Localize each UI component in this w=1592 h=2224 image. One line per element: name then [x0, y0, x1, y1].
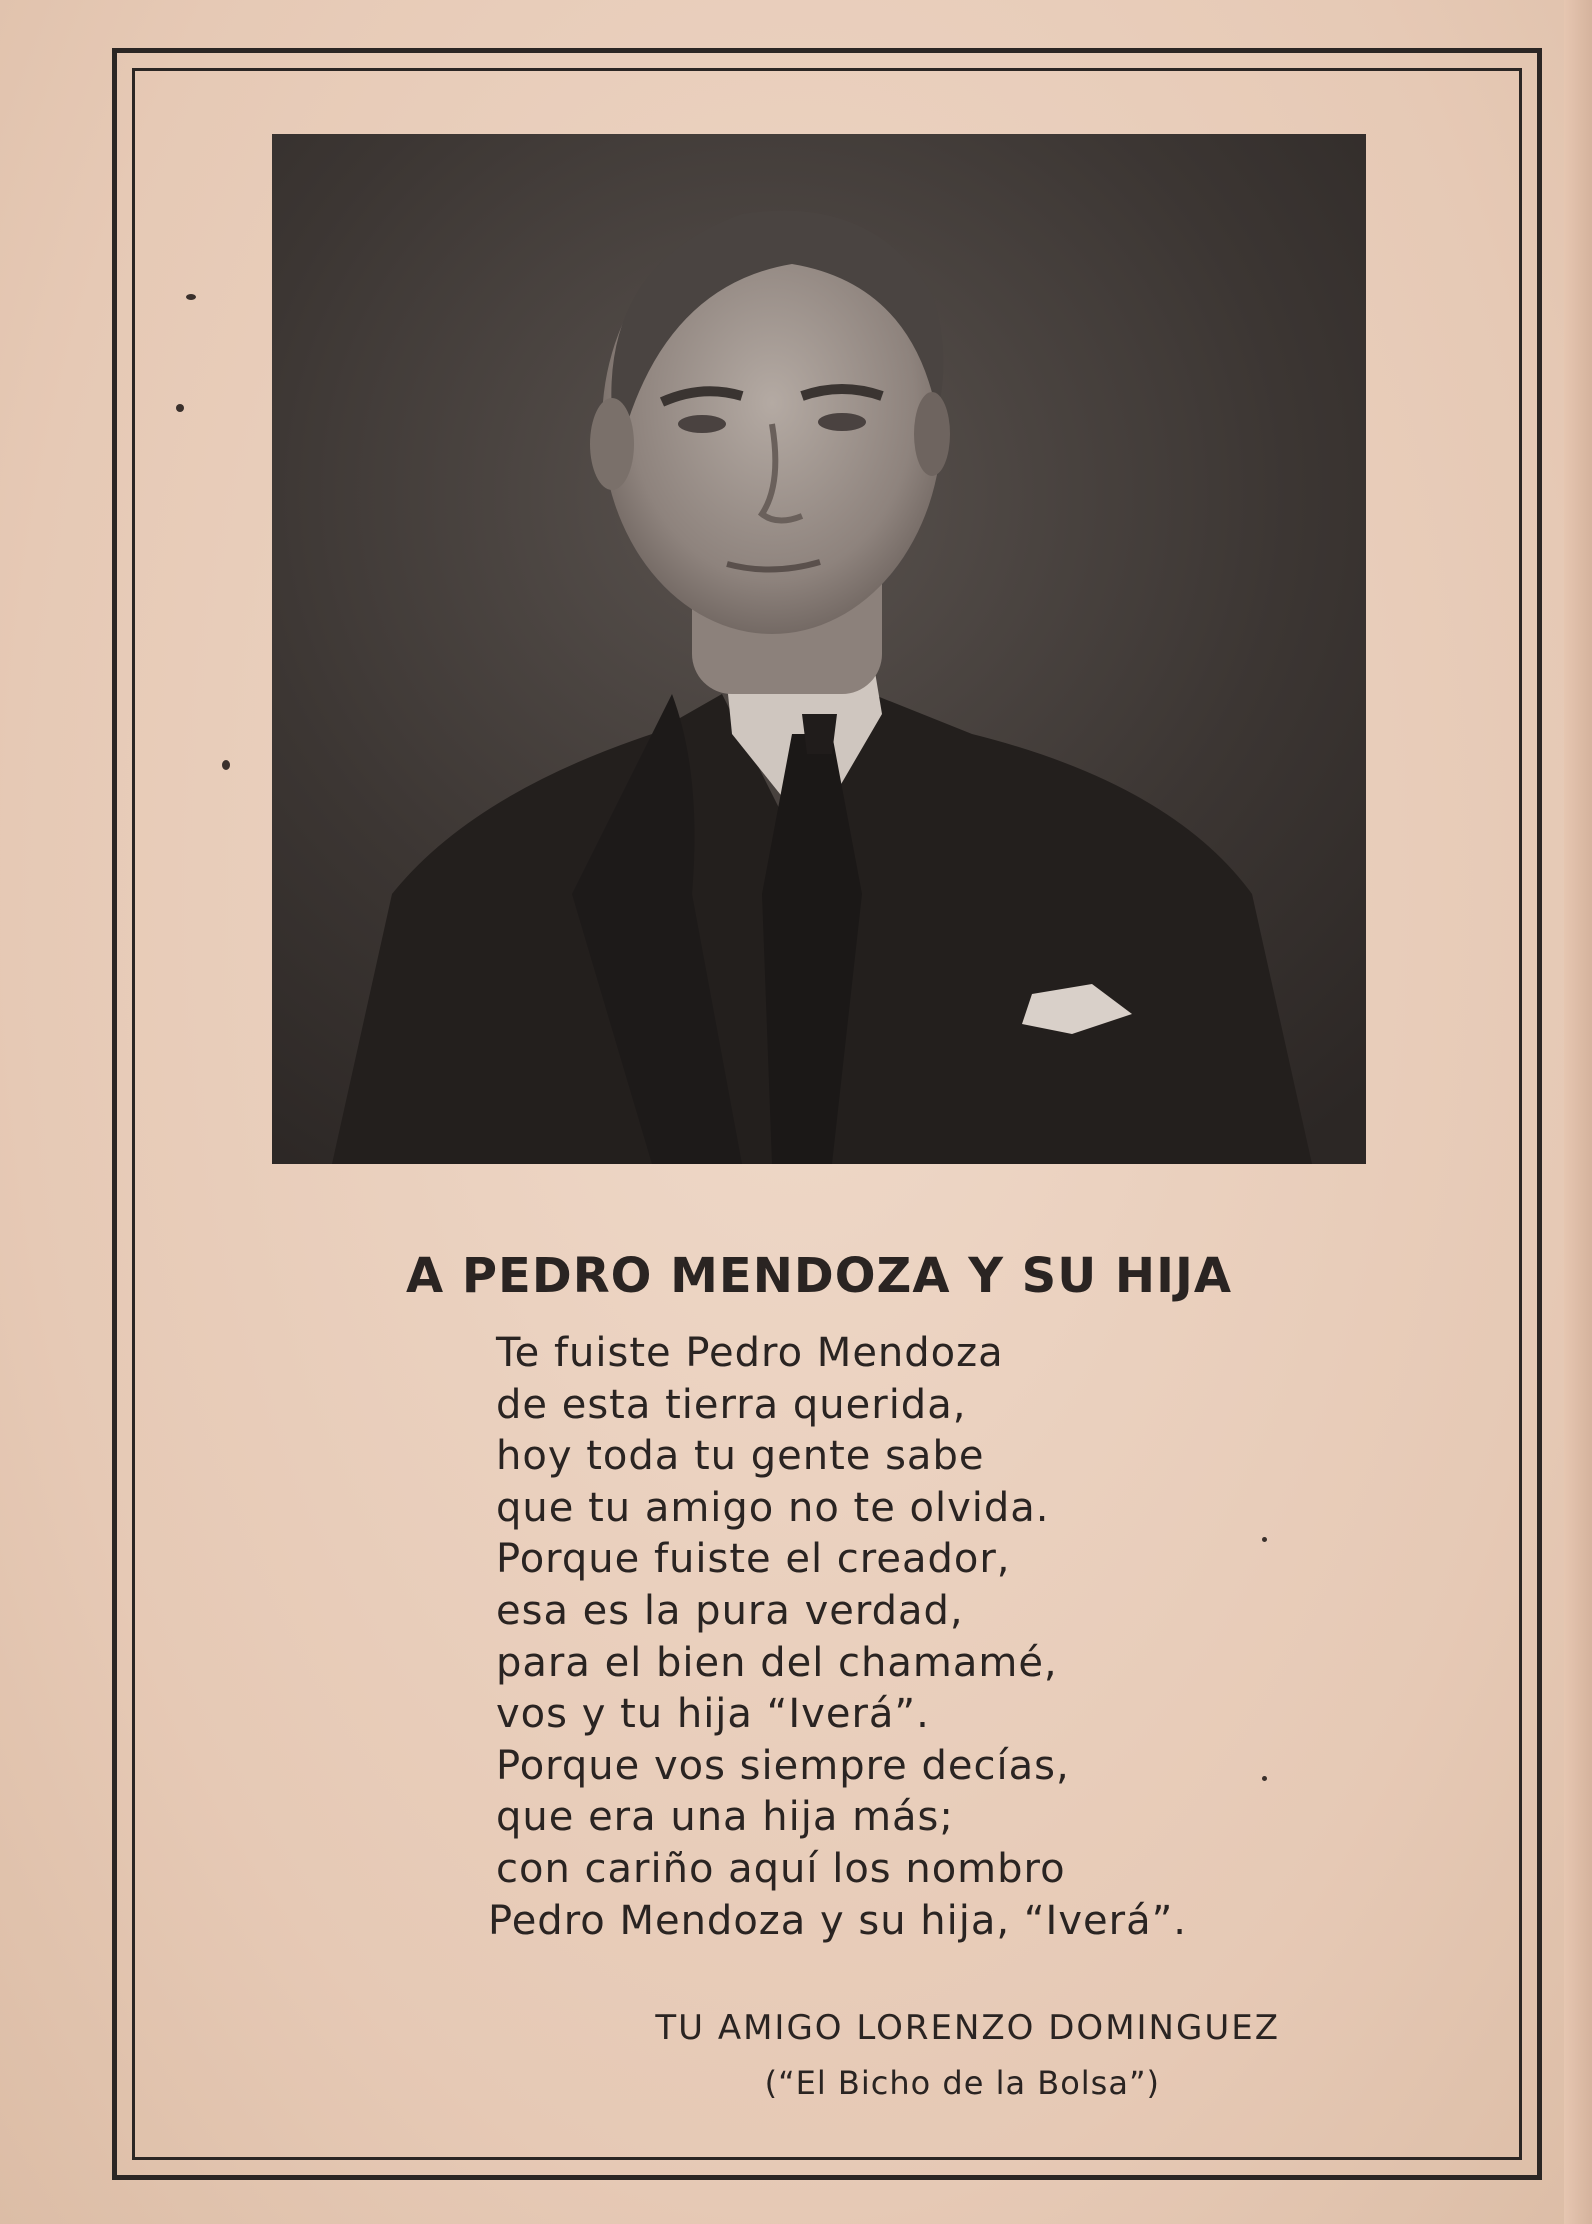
- page-title: A PEDRO MENDOZA Y SU HIJA: [406, 1248, 1232, 1304]
- poem-line: vos y tu hija “Iverá”.: [496, 1691, 930, 1738]
- poem-line: que era una hija más;: [496, 1794, 954, 1841]
- paper-speck: [1262, 1537, 1267, 1542]
- paper-speck: [186, 294, 196, 300]
- poem: [488, 1328, 1296, 1947]
- paper-speck: [176, 404, 184, 412]
- portrait-photo: [272, 134, 1366, 1164]
- poem-line: Porque vos siempre decías,: [496, 1742, 1070, 1789]
- poem-line: hoy toda tu gente sabe: [496, 1433, 985, 1480]
- page-edge: [1564, 0, 1592, 2224]
- poem-line: esa es la pura verdad,: [496, 1587, 964, 1634]
- poem-line: Pedro Mendoza y su hija, “Iverá”.: [488, 1897, 1188, 1944]
- paper-speck: [222, 760, 230, 770]
- poem-line: Te fuiste Pedro Mendoza: [496, 1330, 1004, 1376]
- paper-speck: [1262, 1776, 1267, 1781]
- poem-line: con cariño aquí los nombro: [496, 1845, 1066, 1892]
- signature: TU AMIGO LORENZO DOMINGUEZ: [655, 2008, 1280, 2048]
- poem-line: Porque fuiste el creador,: [496, 1536, 1011, 1583]
- poem-line: que tu amigo no te olvida.: [496, 1484, 1050, 1531]
- poem-line: de esta tierra querida,: [496, 1381, 967, 1428]
- poem-line: para el bien del chamamé,: [496, 1639, 1058, 1686]
- signature-nickname: (“El Bicho de la Bolsa”): [764, 2064, 1160, 2102]
